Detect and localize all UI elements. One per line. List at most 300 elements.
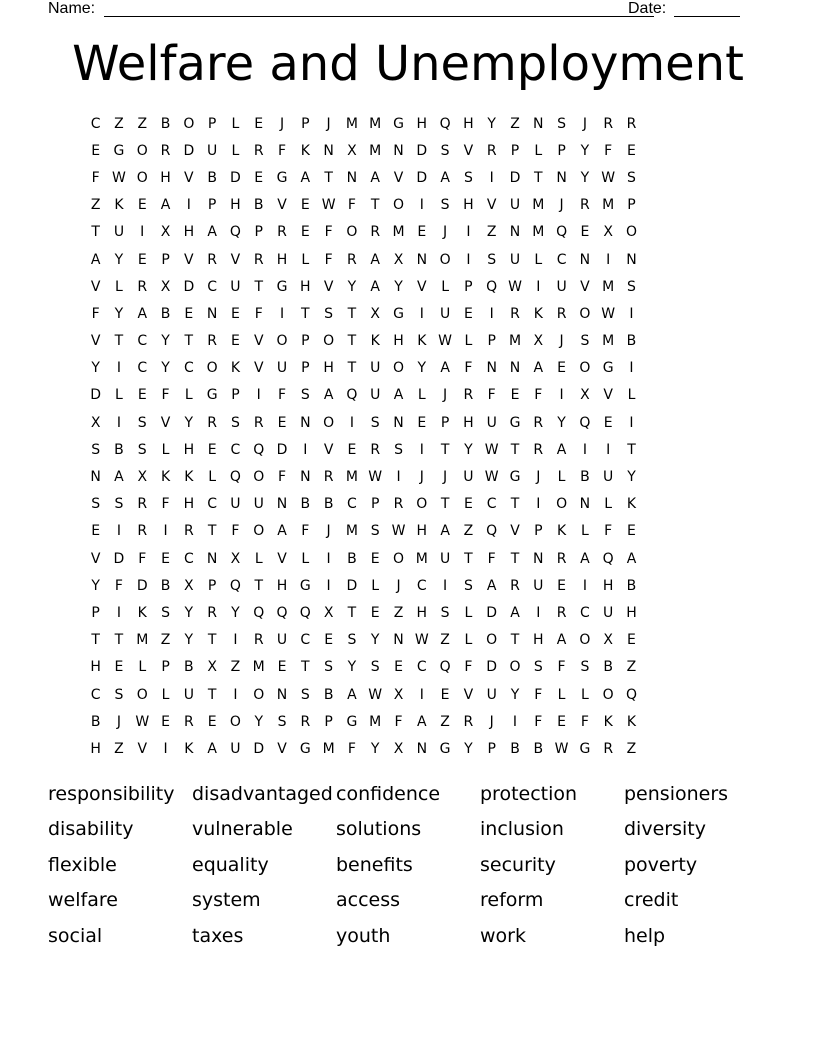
grid-letter[interactable]: J [582, 115, 587, 132]
grid-letter[interactable]: B [510, 740, 520, 757]
grid-letter[interactable]: C [183, 360, 194, 377]
grid-letter[interactable]: O [136, 686, 148, 703]
grid-letter[interactable]: H [276, 577, 288, 594]
grid-letter[interactable]: H [230, 197, 241, 214]
grid-letter[interactable]: V [486, 197, 497, 214]
grid-letter[interactable]: E [417, 224, 427, 241]
grid-letter[interactable]: D [486, 604, 498, 621]
grid-letter[interactable]: E [207, 441, 217, 458]
grid-letter[interactable]: Y [510, 686, 520, 703]
grid-letter[interactable]: L [464, 632, 473, 649]
grid-letter[interactable]: X [184, 577, 194, 594]
grid-letter[interactable]: S [114, 686, 124, 703]
grid-letter[interactable]: R [556, 305, 567, 322]
grid-letter[interactable]: W [112, 169, 126, 186]
grid-letter[interactable]: B [347, 550, 357, 567]
grid-letter[interactable]: G [439, 740, 451, 757]
grid-letter[interactable]: D [253, 740, 265, 757]
grid-letter[interactable]: Y [254, 713, 263, 730]
grid-letter[interactable]: U [207, 142, 218, 159]
grid-letter[interactable]: N [276, 496, 288, 513]
grid-letter[interactable]: B [253, 197, 264, 214]
name-blank-line[interactable] [104, 16, 654, 17]
grid-letter[interactable]: I [233, 632, 238, 649]
grid-letter[interactable]: G [276, 278, 288, 295]
grid-letter[interactable]: R [207, 604, 217, 621]
grid-letter[interactable]: T [91, 632, 100, 649]
grid-letter[interactable]: L [138, 659, 147, 676]
grid-letter[interactable]: O [579, 305, 591, 322]
grid-letter[interactable]: B [626, 333, 637, 350]
grid-letter[interactable]: I [466, 251, 471, 268]
grid-letter[interactable]: B [626, 577, 637, 594]
grid-letter[interactable]: N [556, 169, 567, 186]
grid-letter[interactable]: V [253, 333, 264, 350]
grid-letter[interactable]: J [279, 115, 285, 132]
grid-letter[interactable]: H [416, 604, 428, 621]
grid-letter[interactable]: W [508, 278, 522, 295]
grid-letter[interactable]: R [556, 550, 567, 567]
grid-letter[interactable]: I [419, 305, 424, 322]
grid-letter[interactable]: S [91, 441, 101, 458]
grid-letter[interactable]: X [393, 251, 404, 268]
grid-letter[interactable]: C [137, 360, 148, 377]
grid-letter[interactable]: R [393, 496, 404, 513]
grid-letter[interactable]: C [207, 278, 218, 295]
grid-letter[interactable]: R [463, 713, 474, 730]
grid-letter[interactable]: F [580, 713, 589, 730]
grid-letter[interactable]: N [346, 169, 358, 186]
grid-letter[interactable]: P [161, 659, 170, 676]
grid-letter[interactable]: U [230, 278, 241, 295]
grid-letter[interactable]: J [326, 115, 331, 132]
grid-letter[interactable]: R [370, 441, 381, 458]
grid-letter[interactable]: T [301, 305, 310, 322]
grid-letter[interactable]: P [301, 333, 310, 350]
grid-letter[interactable]: S [370, 414, 380, 431]
grid-letter[interactable]: Q [486, 278, 498, 295]
grid-letter[interactable]: L [371, 577, 380, 594]
grid-letter[interactable]: H [90, 740, 101, 757]
grid-letter[interactable]: I [559, 387, 564, 404]
grid-letter[interactable]: T [114, 333, 124, 350]
grid-letter[interactable]: O [392, 197, 405, 214]
grid-letter[interactable]: L [184, 387, 193, 404]
grid-letter[interactable]: Y [347, 659, 357, 676]
grid-letter[interactable]: I [606, 441, 611, 458]
grid-letter[interactable]: X [90, 414, 101, 431]
grid-letter[interactable]: I [606, 251, 611, 268]
grid-letter[interactable]: E [231, 333, 240, 350]
grid-letter[interactable]: U [183, 686, 194, 703]
grid-letter[interactable]: V [137, 740, 148, 757]
grid-letter[interactable]: H [463, 197, 474, 214]
grid-letter[interactable]: Y [114, 305, 124, 322]
grid-letter[interactable]: K [603, 713, 613, 730]
grid-letter[interactable]: L [627, 387, 636, 404]
grid-letter[interactable]: P [207, 577, 217, 594]
grid-letter[interactable]: Z [90, 197, 101, 214]
grid-letter[interactable]: J [536, 469, 541, 486]
grid-letter[interactable]: U [486, 414, 497, 431]
grid-letter[interactable]: F [464, 360, 473, 377]
grid-letter[interactable]: A [556, 632, 567, 649]
grid-letter[interactable]: Q [229, 577, 241, 594]
grid-letter[interactable]: T [91, 224, 100, 241]
grid-letter[interactable]: L [580, 523, 589, 540]
grid-letter[interactable]: Y [184, 414, 194, 431]
grid-letter[interactable]: W [554, 740, 569, 757]
grid-letter[interactable]: N [509, 224, 521, 241]
grid-letter[interactable]: X [580, 387, 590, 404]
grid-letter[interactable]: I [582, 577, 587, 594]
grid-letter[interactable]: D [486, 659, 498, 676]
grid-letter[interactable]: I [536, 604, 541, 621]
grid-letter[interactable]: S [627, 278, 636, 295]
grid-letter[interactable]: F [161, 496, 170, 513]
grid-letter[interactable]: O [276, 333, 288, 350]
grid-letter[interactable]: I [140, 224, 145, 241]
grid-letter[interactable]: I [536, 278, 541, 295]
grid-letter[interactable]: X [137, 469, 148, 486]
grid-letter[interactable]: G [206, 387, 218, 404]
grid-letter[interactable]: L [464, 333, 473, 350]
grid-letter[interactable]: N [323, 142, 334, 159]
grid-letter[interactable]: T [440, 496, 450, 513]
grid-letter[interactable]: J [443, 224, 448, 241]
grid-letter[interactable]: R [253, 632, 264, 649]
grid-letter[interactable]: C [347, 496, 357, 513]
grid-letter[interactable]: C [300, 632, 311, 649]
grid-letter[interactable]: A [486, 577, 497, 594]
grid-letter[interactable]: X [347, 142, 357, 159]
grid-letter[interactable]: U [486, 686, 497, 703]
grid-letter[interactable]: E [324, 632, 334, 649]
grid-letter[interactable]: R [347, 251, 357, 268]
grid-letter[interactable]: E [137, 387, 147, 404]
grid-letter[interactable]: P [254, 224, 263, 241]
grid-letter[interactable]: U [370, 360, 381, 377]
grid-letter[interactable]: F [557, 659, 566, 676]
grid-letter[interactable]: Y [91, 360, 100, 377]
grid-letter[interactable]: K [230, 360, 241, 377]
grid-letter[interactable]: E [557, 360, 567, 377]
grid-letter[interactable]: R [183, 523, 194, 540]
grid-letter[interactable]: X [393, 740, 404, 757]
grid-letter[interactable]: L [580, 686, 589, 703]
grid-letter[interactable]: I [116, 523, 122, 540]
grid-letter[interactable]: A [510, 604, 520, 621]
grid-letter[interactable]: G [393, 305, 404, 322]
grid-letter[interactable]: N [300, 469, 311, 486]
grid-letter[interactable]: U [603, 604, 614, 621]
grid-letter[interactable]: K [160, 469, 171, 486]
grid-letter[interactable]: E [300, 224, 310, 241]
grid-letter[interactable]: E [510, 387, 520, 404]
grid-letter[interactable]: X [603, 224, 613, 241]
grid-letter[interactable]: M [369, 713, 382, 730]
grid-letter[interactable]: W [484, 441, 499, 458]
grid-letter[interactable]: F [394, 713, 403, 730]
grid-letter[interactable]: R [370, 224, 381, 241]
grid-letter[interactable]: E [91, 142, 101, 159]
grid-letter[interactable]: K [184, 469, 194, 486]
grid-letter[interactable]: U [556, 278, 567, 295]
grid-letter[interactable]: R [183, 713, 194, 730]
grid-letter[interactable]: O [183, 115, 195, 132]
grid-letter[interactable]: N [90, 469, 101, 486]
grid-letter[interactable]: Z [114, 740, 124, 757]
grid-letter[interactable]: M [345, 469, 358, 486]
grid-letter[interactable]: T [510, 496, 520, 513]
grid-letter[interactable]: E [580, 224, 590, 241]
grid-letter[interactable]: N [416, 740, 428, 757]
grid-letter[interactable]: H [463, 414, 474, 431]
grid-letter[interactable]: G [276, 169, 288, 186]
grid-letter[interactable]: M [369, 142, 382, 159]
grid-letter[interactable]: D [509, 169, 521, 186]
grid-letter[interactable]: M [392, 224, 405, 241]
grid-letter[interactable]: I [536, 496, 541, 513]
grid-letter[interactable]: T [370, 197, 380, 214]
grid-letter[interactable]: P [301, 115, 310, 132]
grid-letter[interactable]: L [161, 686, 170, 703]
grid-letter[interactable]: R [603, 740, 614, 757]
grid-letter[interactable]: R [626, 115, 637, 132]
grid-letter[interactable]: O [323, 333, 335, 350]
grid-letter[interactable]: Q [253, 441, 265, 458]
grid-letter[interactable]: L [231, 115, 240, 132]
grid-letter[interactable]: Z [463, 523, 474, 540]
grid-letter[interactable]: F [534, 713, 543, 730]
grid-letter[interactable]: O [579, 632, 591, 649]
grid-letter[interactable]: W [484, 469, 499, 486]
grid-letter[interactable]: D [346, 577, 358, 594]
grid-letter[interactable]: F [161, 387, 170, 404]
grid-letter[interactable]: A [160, 197, 171, 214]
grid-letter[interactable]: S [370, 659, 380, 676]
grid-letter[interactable]: V [417, 278, 427, 295]
grid-letter[interactable]: T [114, 632, 124, 649]
grid-letter[interactable]: E [417, 414, 427, 431]
grid-letter[interactable]: F [277, 387, 287, 404]
grid-letter[interactable]: M [345, 115, 358, 132]
grid-letter[interactable]: T [510, 441, 520, 458]
grid-letter[interactable]: F [487, 550, 496, 567]
grid-letter[interactable]: P [91, 604, 100, 621]
grid-letter[interactable]: R [277, 224, 287, 241]
grid-letter[interactable]: V [510, 523, 520, 540]
grid-letter[interactable]: H [463, 115, 474, 132]
grid-letter[interactable]: E [207, 713, 217, 730]
grid-letter[interactable]: R [556, 604, 567, 621]
grid-letter[interactable]: H [323, 360, 334, 377]
grid-letter[interactable]: M [322, 740, 335, 757]
grid-letter[interactable]: R [323, 469, 334, 486]
grid-letter[interactable]: S [580, 333, 590, 350]
grid-letter[interactable]: P [370, 496, 380, 513]
grid-letter[interactable]: Q [486, 523, 498, 540]
grid-letter[interactable]: Z [626, 659, 637, 676]
grid-letter[interactable]: U [509, 197, 521, 214]
grid-letter[interactable]: Q [229, 469, 241, 486]
grid-letter[interactable]: Y [580, 142, 590, 159]
grid-letter[interactable]: H [160, 169, 171, 186]
grid-letter[interactable]: Q [253, 604, 265, 621]
grid-letter[interactable]: I [186, 197, 191, 214]
grid-letter[interactable]: S [91, 496, 101, 513]
grid-letter[interactable]: E [231, 305, 240, 322]
grid-letter[interactable]: B [300, 496, 311, 513]
grid-letter[interactable]: O [486, 632, 498, 649]
grid-letter[interactable]: I [489, 305, 494, 322]
grid-letter[interactable]: O [253, 686, 265, 703]
grid-letter[interactable]: W [391, 523, 406, 540]
grid-letter[interactable]: E [627, 142, 636, 159]
grid-letter[interactable]: E [137, 197, 147, 214]
grid-letter[interactable]: R [510, 577, 520, 594]
grid-letter[interactable]: D [416, 169, 428, 186]
grid-letter[interactable]: U [230, 740, 241, 757]
grid-letter[interactable]: X [603, 632, 613, 649]
grid-letter[interactable]: F [604, 142, 613, 159]
grid-letter[interactable]: P [301, 360, 310, 377]
grid-letter[interactable]: D [416, 142, 428, 159]
grid-letter[interactable]: C [556, 251, 567, 268]
grid-letter[interactable]: U [370, 387, 381, 404]
grid-letter[interactable]: F [91, 169, 100, 186]
grid-letter[interactable]: I [349, 414, 354, 431]
grid-letter[interactable]: U [603, 469, 614, 486]
grid-letter[interactable]: B [603, 659, 613, 676]
grid-letter[interactable]: V [277, 550, 287, 567]
grid-letter[interactable]: Y [464, 740, 473, 757]
grid-letter[interactable]: N [416, 251, 428, 268]
grid-letter[interactable]: F [487, 387, 496, 404]
grid-letter[interactable]: F [324, 251, 333, 268]
grid-letter[interactable]: R [510, 305, 520, 322]
grid-letter[interactable]: L [208, 469, 217, 486]
grid-letter[interactable]: D [276, 441, 288, 458]
grid-letter[interactable]: H [602, 577, 614, 594]
grid-letter[interactable]: X [230, 550, 241, 567]
grid-letter[interactable]: E [277, 659, 287, 676]
grid-letter[interactable]: E [254, 115, 264, 132]
grid-letter[interactable]: O [439, 251, 451, 268]
grid-letter[interactable]: S [463, 169, 473, 186]
grid-letter[interactable]: P [207, 115, 217, 132]
grid-letter[interactable]: L [464, 604, 473, 621]
grid-letter[interactable]: P [464, 278, 473, 295]
grid-letter[interactable]: I [326, 550, 331, 567]
grid-letter[interactable]: A [207, 740, 217, 757]
grid-letter[interactable]: N [509, 360, 521, 377]
grid-letter[interactable]: H [416, 523, 428, 540]
grid-letter[interactable]: K [137, 604, 147, 621]
grid-letter[interactable]: S [300, 686, 310, 703]
grid-letter[interactable]: N [626, 251, 637, 268]
grid-letter[interactable]: L [534, 251, 543, 268]
grid-letter[interactable]: M [508, 333, 522, 350]
grid-letter[interactable]: S [487, 251, 497, 268]
grid-letter[interactable]: X [323, 604, 334, 621]
grid-letter[interactable]: S [324, 659, 334, 676]
grid-letter[interactable]: S [300, 387, 310, 404]
grid-letter[interactable]: O [253, 523, 265, 540]
grid-letter[interactable]: F [534, 686, 543, 703]
grid-letter[interactable]: G [299, 740, 311, 757]
grid-letter[interactable]: I [489, 169, 494, 186]
grid-letter[interactable]: V [90, 333, 101, 350]
grid-letter[interactable]: E [627, 523, 636, 540]
grid-letter[interactable]: S [580, 659, 590, 676]
grid-letter[interactable]: W [368, 469, 383, 486]
grid-letter[interactable]: B [323, 496, 334, 513]
grid-letter[interactable]: B [90, 713, 101, 730]
grid-letter[interactable]: S [440, 604, 450, 621]
grid-letter[interactable]: R [533, 441, 544, 458]
grid-letter[interactable]: G [579, 740, 591, 757]
grid-letter[interactable]: Y [557, 414, 566, 431]
grid-letter[interactable]: V [160, 414, 171, 431]
grid-letter[interactable]: N [393, 142, 404, 159]
grid-letter[interactable]: Q [625, 686, 637, 703]
grid-letter[interactable]: A [393, 387, 404, 404]
grid-letter[interactable]: N [300, 414, 311, 431]
grid-letter[interactable]: E [463, 496, 473, 513]
grid-letter[interactable]: S [557, 115, 567, 132]
grid-letter[interactable]: E [370, 550, 380, 567]
grid-letter[interactable]: C [486, 496, 497, 513]
grid-letter[interactable]: A [137, 305, 148, 322]
grid-letter[interactable]: S [440, 142, 450, 159]
grid-letter[interactable]: L [557, 686, 566, 703]
grid-letter[interactable]: I [163, 740, 168, 757]
grid-letter[interactable]: N [393, 632, 404, 649]
grid-letter[interactable]: D [90, 387, 102, 404]
grid-letter[interactable]: U [113, 224, 125, 241]
grid-letter[interactable]: U [509, 251, 521, 268]
grid-letter[interactable]: T [301, 659, 310, 676]
grid-letter[interactable]: S [440, 197, 450, 214]
grid-letter[interactable]: I [582, 441, 587, 458]
grid-letter[interactable]: A [277, 523, 287, 540]
grid-letter[interactable]: F [91, 305, 100, 322]
grid-letter[interactable]: S [627, 169, 636, 186]
grid-letter[interactable]: B [323, 686, 334, 703]
grid-letter[interactable]: L [417, 387, 426, 404]
grid-letter[interactable]: O [625, 224, 637, 241]
grid-letter[interactable]: S [533, 659, 543, 676]
grid-letter[interactable]: A [556, 441, 567, 458]
date-blank-line[interactable] [674, 16, 740, 17]
grid-letter[interactable]: E [114, 659, 124, 676]
grid-letter[interactable]: C [90, 115, 101, 132]
grid-letter[interactable]: D [230, 169, 241, 186]
grid-letter[interactable]: T [464, 550, 473, 567]
grid-letter[interactable]: P [440, 414, 450, 431]
grid-letter[interactable]: L [231, 142, 240, 159]
grid-letter[interactable]: Q [276, 604, 288, 621]
grid-letter[interactable]: S [114, 496, 124, 513]
grid-letter[interactable]: F [604, 523, 613, 540]
grid-letter[interactable]: T [627, 441, 636, 458]
grid-letter[interactable]: I [419, 197, 424, 214]
grid-letter[interactable]: M [602, 197, 615, 214]
grid-letter[interactable]: R [137, 523, 148, 540]
grid-letter[interactable]: X [533, 333, 544, 350]
grid-letter[interactable]: O [602, 686, 614, 703]
